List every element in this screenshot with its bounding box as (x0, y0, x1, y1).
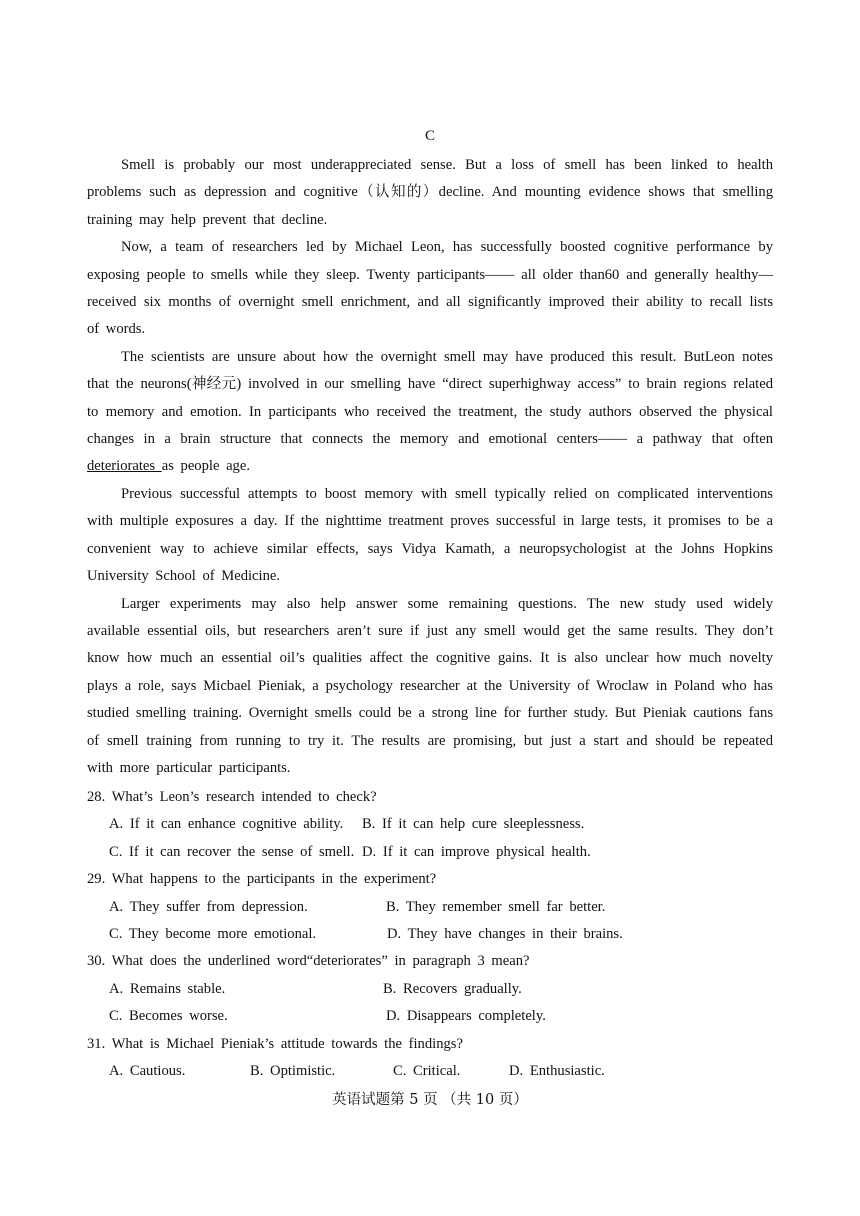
reading-passage (87, 152, 773, 782)
question-stem: 29. What happens to the participants in the experiment? (87, 871, 437, 888)
option-d: D. They have changes in their brains. (387, 925, 623, 942)
question-30 (87, 948, 777, 1030)
option-d: D. Enthusiastic. (509, 1062, 605, 1079)
option-d: D. If it can improve physical health. (362, 843, 591, 860)
option-b: B. They remember smell far better. (386, 898, 606, 915)
option-row (109, 921, 777, 948)
option-row (109, 894, 777, 921)
option-b: B. Optimistic. (250, 1062, 336, 1079)
paragraph-3-text-before: The scientists are unsure about how the overnight smell may have produced this result. ButLeon notes that the neurons(神经元) involved in our smelling have “direct superhighway access” to brain regions related to memory and emotion. In participants who received the treatment, the study authors observed the physical changes in a brain structure that connects the memory and emotional centers—— a pathway that often (87, 348, 773, 448)
option-c: C. Becomes worse. (109, 1008, 228, 1025)
option-row (109, 839, 777, 866)
option-c: C. They become more emotional. (109, 925, 317, 942)
question-stem: 30. What does the underlined word“deteriorates” in paragraph 3 mean? (87, 953, 530, 970)
option-b: B. Recovers gradually. (383, 980, 522, 997)
option-a: A. Remains stable. (109, 980, 226, 997)
question-stem: 28. What’s Leon’s research intended to check? (87, 789, 377, 805)
underlined-word: deteriorates (87, 458, 162, 475)
option-row (109, 1003, 777, 1030)
question-list (87, 784, 777, 1085)
page-footer: 英语试题第 5 页 （共 10 页） (332, 1092, 528, 1108)
option-d: D. Disappears completely. (386, 1008, 546, 1025)
question-stem: 31. What is Michael Pieniak’s attitude towards the findings? (87, 1035, 463, 1052)
paragraph-4: Previous successful attempts to boost memory with smell typically relied on complicated interventions with multiple exposures a day. If the nighttime treatment proves successful in large tests, it promises to be a convenient way to achieve similar effects, says Vidya Kamath, a neuropsychologist at the Johns Hopkins University School of Medicine. (87, 485, 773, 585)
paragraph-2: Now, a team of researchers led by Michael Leon, has successfully boosted cognitive performance by exposing people to smells while they sleep. Twenty participants—— all older than60 and generally healthy— received six months of overnight smell enrichment, and all significantly improved their ability to recall lists of words. (87, 239, 773, 338)
option-row (109, 811, 777, 838)
section-heading: C (424, 128, 435, 144)
option-c: C. Critical. (393, 1062, 461, 1079)
paragraph-5: Larger experiments may also help answer some remaining questions. The new study used widely available essential oils, but researchers aren’t sure if just any smell would get the same results. They don’t know how much an essential oil’s qualities affect the cognitive gains. It is also unclear how much novelty plays a role, says Micbael Pieniak, a psychology researcher at the University of Wroclaw in Poland who has studied smelling training. Overnight smells could be a strong line for further study. But Pieniak cautions fans of smell training from running to try it. The results are promising, but just a start and should be repeated with more particular participants. (87, 595, 773, 776)
option-b: B. If it can help cure sleeplessness. (362, 816, 585, 833)
paragraph-3-text-after: as people age. (161, 458, 250, 475)
question-28 (87, 784, 777, 866)
question-31 (87, 1031, 777, 1086)
question-29 (87, 866, 777, 948)
option-row (109, 1058, 777, 1085)
option-a: A. They suffer from depression. (109, 898, 308, 915)
option-a: A. Cautious. (109, 1062, 186, 1079)
option-c: C. If it can recover the sense of smell. (109, 843, 355, 860)
paragraph-1: Smell is probably our most underappreciated sense. But a loss of smell has been linked to health problems such as depression and cognitive（认知的）decline. And mounting evidence shows that smelling training may help prevent that decline. (87, 157, 773, 228)
option-row (109, 976, 777, 1003)
option-a: A. If it can enhance cognitive ability. (109, 816, 344, 833)
paragraph-3 (87, 344, 773, 481)
